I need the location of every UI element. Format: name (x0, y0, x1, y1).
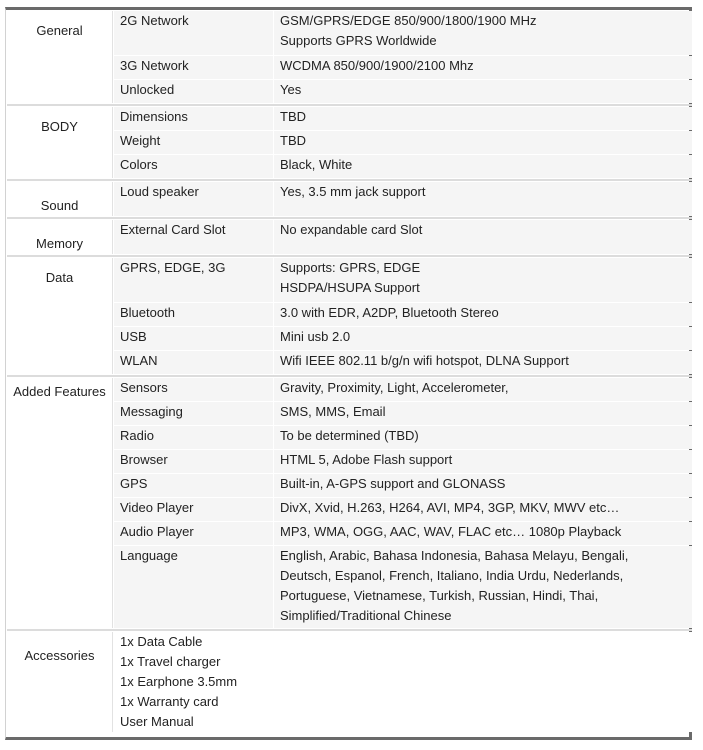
table-row (7, 632, 692, 732)
feature-label: Video Player (114, 498, 273, 521)
feature-label: Weight (114, 131, 273, 154)
feature-label: Bluetooth (114, 303, 273, 326)
feature-value: No expandable card Slot (274, 220, 692, 254)
category-body: BODY (7, 107, 113, 178)
feature-value: Yes (274, 80, 692, 103)
table-row (7, 107, 692, 130)
feature-label: GPS (114, 474, 273, 497)
table-row (7, 220, 692, 254)
table-row (7, 378, 692, 401)
category-data: Data (7, 258, 113, 374)
feature-value: WCDMA 850/900/1900/2100 Mhz (274, 56, 692, 79)
category-memory: Memory (7, 220, 113, 254)
feature-label: External Card Slot (114, 220, 273, 254)
category-sound: Sound (7, 182, 113, 216)
table-row (7, 258, 692, 302)
feature-label: GPRS, EDGE, 3G (114, 258, 273, 302)
feature-value: Built-in, A-GPS support and GLONASS (274, 474, 692, 497)
feature-value: GSM/GPRS/EDGE 850/900/1800/1900 MHz Supports GPRS Worldwide (274, 11, 692, 55)
list-item: 1x Data Cable (120, 634, 203, 649)
feature-label: Unlocked (114, 80, 273, 103)
list-item: 1x Earphone 3.5mm (120, 674, 238, 689)
feature-label: Browser (114, 450, 273, 473)
feature-label: WLAN (114, 351, 273, 374)
feature-value: Yes, 3.5 mm jack support (274, 182, 692, 216)
feature-label: 3G Network (114, 56, 273, 79)
feature-value: Supports: GPRS, EDGE HSDPA/HSUPA Support (274, 258, 692, 302)
feature-value: MP3, WMA, OGG, AAC, WAV, FLAC etc… 1080p Playback (274, 522, 692, 545)
table-row (7, 11, 692, 55)
feature-label: Dimensions (114, 107, 273, 130)
specifications-table (6, 10, 693, 733)
table-row (7, 182, 692, 216)
feature-value: Gravity, Proximity, Light, Accelerometer, (274, 378, 692, 401)
feature-value: DivX, Xvid, H.263, H264, AVI, MP4, 3GP, MKV, MWV etc… (274, 498, 692, 521)
feature-value: English, Arabic, Bahasa Indonesia, Bahasa Melayu, Bengali, Deutsch, Espanol, French, Italiano, India Urdu, Nederlands, Portuguese, Vietnamese, Turkish, Russian, Hindi, Thai, Simplified/Traditional Chinese (274, 546, 692, 628)
list-item: 1x Warranty card (120, 694, 219, 709)
feature-value: SMS, MMS, Email (274, 402, 692, 425)
feature-label: Language (114, 546, 273, 628)
feature-label: Loud speaker (114, 182, 273, 216)
feature-value: Black, White (274, 155, 692, 178)
list-item: 1x Travel charger (120, 654, 221, 669)
feature-label: USB (114, 327, 273, 350)
feature-label: Messaging (114, 402, 273, 425)
feature-value: TBD (274, 131, 692, 154)
category-accessories: Accessories (7, 632, 113, 732)
category-general: General (7, 11, 113, 103)
feature-value: TBD (274, 107, 692, 130)
feature-label: Sensors (114, 378, 273, 401)
feature-label: 2G Network (114, 11, 273, 55)
feature-label: Radio (114, 426, 273, 449)
feature-value: 3.0 with EDR, A2DP, Bluetooth Stereo (274, 303, 692, 326)
category-added-features: Added Features (7, 378, 113, 628)
feature-value: HTML 5, Adobe Flash support (274, 450, 692, 473)
list-item: User Manual (120, 714, 194, 729)
feature-value: Wifi IEEE 802.11 b/g/n wifi hotspot, DLNA Support (274, 351, 692, 374)
feature-label: Colors (114, 155, 273, 178)
feature-label: Audio Player (114, 522, 273, 545)
feature-value: Mini usb 2.0 (274, 327, 692, 350)
accessories-list (114, 632, 692, 732)
feature-value: To be determined (TBD) (274, 426, 692, 449)
